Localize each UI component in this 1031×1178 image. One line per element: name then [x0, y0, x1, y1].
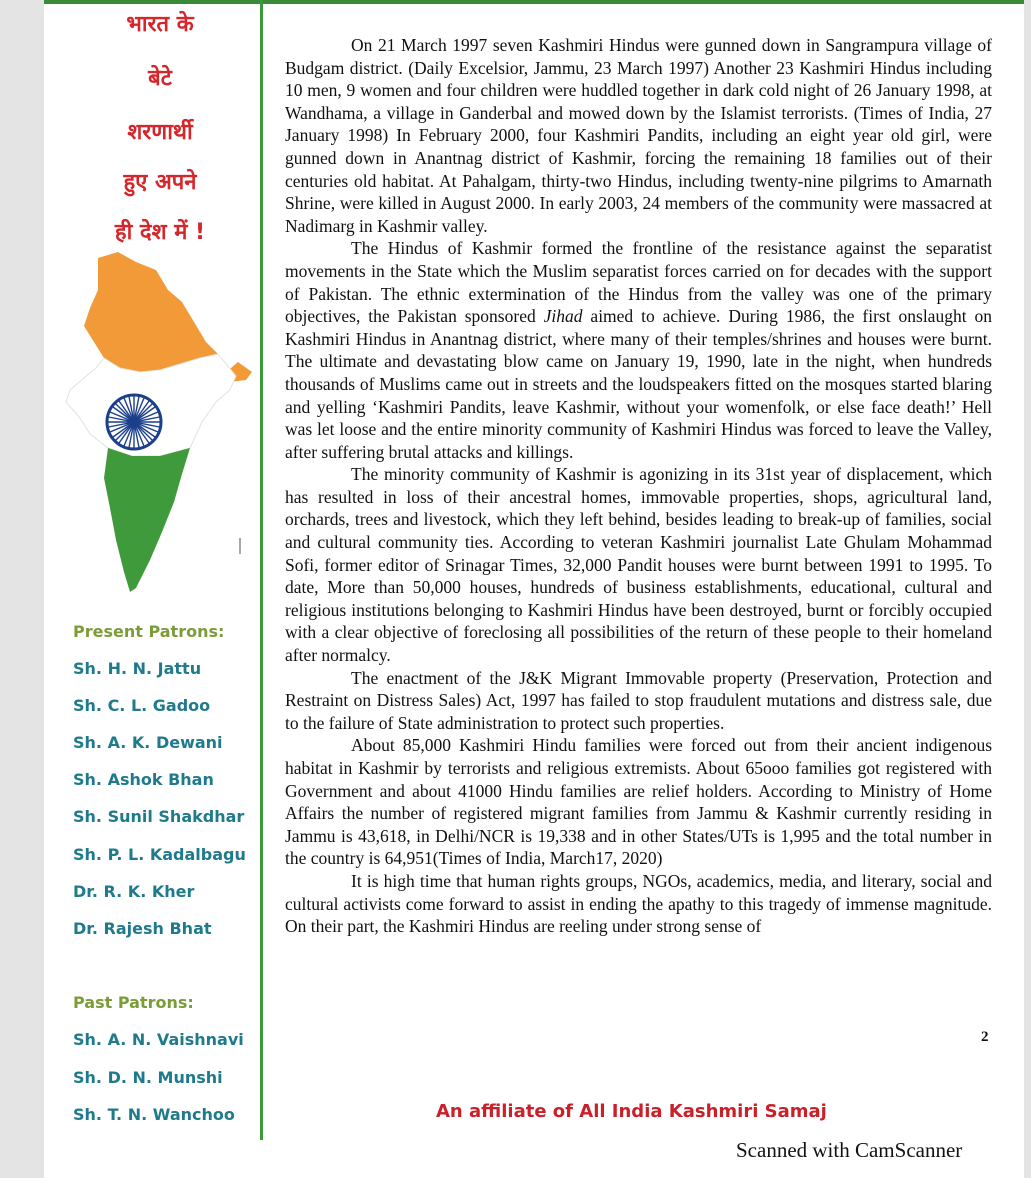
slogan-line-2: बेटे [148, 66, 172, 91]
present-patron-8: Dr. Rajesh Bhat [73, 919, 212, 938]
slogan-line-3: शरणार्थी [127, 120, 193, 145]
paragraph-1: On 21 March 1997 seven Kashmiri Hindus were gunned down in Sangrampura village of Budgam district. (Daily Excelsior, Jammu, 23 March 1997) Another 23 Kashmiri Hindus including 10 men, 9 women and four children were huddled together in dark cold night of 26 January 1998, at Wandhama, a village in Ganderbal and mowed down by the Islamist terrorists. (Times of India, 27 January 1998) In February 2000, four Kashmiri Pandits, including an eight year old girl, were gunned down in Anantnag district of Kashmir, forcing the remaining 18 families out of their centuries old habitat. At Pahalgam, thirty-two Hindus, including twenty-nine pilgrims to Amarnath Shrine, were killed in August 2000. In early 2003, 24 members of the community were massacred at Nadimarg in Kashmir valley. [285, 35, 992, 236]
present-patron-7: Dr. R. K. Kher [73, 882, 195, 901]
paragraph-5: About 85,000 Kashmiri Hindu families were forced out from their ancient indigenous habitat in Kashmir by terrorists and religious extremists. About 65ooo families got registered with Government and about 41000 Hindu families are relief holders. According to Ministry of Home Affairs the number of registered migrant families from Jammu & Kashmir currently residing in Jammu is 43,618, in Delhi/NCR is 19,338 and in other States/UTs is 1,995 and the total number in the country is 64,951(Times of India, March17, 2020) [285, 735, 992, 869]
india-tricolour-map-icon [60, 250, 260, 620]
affiliate-footer: An affiliate of All India Kashmiri Samaj [436, 1101, 827, 1122]
ashoka-chakra-icon [107, 395, 161, 449]
page-number: 2 [981, 1029, 989, 1045]
slogan-line-5: ही देश में ! [114, 220, 206, 245]
paragraph-6: It is high time that human rights groups, NGOs, academics, media, and literary, social and cultural activists come forward to assist in ending the apathy to this tragedy of immense magnitude. On their part, the Kashmiri Hindus are reeling under strong sense of [285, 870, 992, 937]
past-patron-3: Sh. T. N. Wanchoo [73, 1105, 235, 1124]
scanner-watermark: Scanned with CamScanner [736, 1138, 963, 1162]
present-patron-6: Sh. P. L. Kadalbagu [73, 845, 246, 864]
slogan-line-1: भारत के [126, 12, 194, 37]
paragraph-3: The minority community of Kashmir is agonizing in its 31st year of displacement, which has resulted in loss of their ancestral homes, immovable properties, shops, agricultural land, orchards, trees and livestock, which they left behind, besides leading to break-up of families, social and cultural community ties. According to veteran Kashmiri journalist Late Ghulam Mohammad Sofi, former editor of Srinagar Times, 32,000 Pandit houses were burnt between 1991 to 1995. To date, More than 50,000 houses, hundreds of business establishments, educational, cultural and religious institutions belonging to Kashmiri Hindus have been destroyed, burnt or forcibly occupied with a clear objective of foreclosing all possibilities of the return of these people to their homeland after normalcy. [285, 464, 992, 666]
present-patron-5: Sh. Sunil Shakdhar [73, 807, 245, 826]
past-patron-1: Sh. A. N. Vaishnavi [73, 1030, 244, 1049]
article-body [285, 34, 992, 938]
past-patrons-heading: Past Patrons: [73, 993, 194, 1012]
present-patrons-heading: Present Patrons: [73, 622, 225, 641]
paragraph-4: The enactment of the J&K Migrant Immovable property (Preservation, Protection and Restraint on Distress Sales) Act, 1997 has failed to stop fraudulent mutations and distress sale, due to the failure of State administration to protect such properties. [285, 667, 992, 733]
slogan-line-4: हुए अपने [123, 170, 197, 195]
paragraph-2-part-a: The Hindus of Kashmir formed the frontline of the resistance against the separatist movements in the State which the Muslim separatist forces carried on for decades with the support of Pakistan. The ethnic extermination of the Hindus from the valley was one of the primary objectives, the Pakistan sponsored [285, 238, 992, 327]
present-patron-3: Sh. A. K. Dewani [73, 733, 223, 752]
paragraph-2-part-b: aimed to achieve. During 1986, the first onslaught on Kashmiri Hindus in Anantnag district, where many of their temples/shrines and houses were burnt. The ultimate and devastating blow came on January 19, 1990, late in the night, when hundreds thousands of Muslims came out in streets and the loudspeakers fitted on the mosques started blaring and yelling ‘Kashmiri Pandits, leave Kashmir, without your womenfolk, or else face death!’ Hell was let loose and the entire minority community of Kashmiri Hindus was forced to leave the Valley, after suffering brutal attacks and killings. [285, 306, 992, 462]
jihad-italic: Jihad [543, 306, 583, 327]
present-patron-2: Sh. C. L. Gadoo [73, 696, 211, 715]
past-patron-2: Sh. D. N. Munshi [73, 1068, 223, 1087]
paragraph-2 [285, 237, 992, 463]
present-patron-4: Sh. Ashok Bhan [73, 770, 214, 789]
top-rule [44, 0, 1024, 4]
present-patron-1: Sh. H. N. Jattu [73, 659, 202, 678]
sidebar-divider [260, 0, 263, 1140]
